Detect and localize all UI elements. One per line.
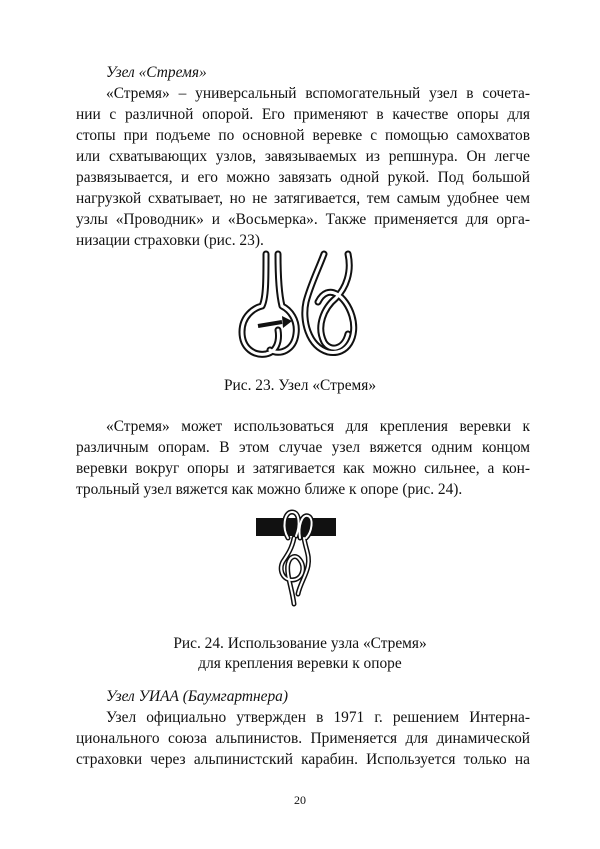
page-number: 20 (294, 793, 306, 807)
section-heading: Узел «Стремя» (106, 64, 207, 81)
paragraph-line: низации страховки (рис. 23). (76, 232, 264, 249)
figure-23-caption: Рис. 23. Узел «Стремя» (223, 377, 377, 394)
paragraph-line: нии с различной опорой. Его применяют в качестве опоры для (76, 106, 530, 123)
figure-24-caption-line-1: Рис. 24. Использование узла «Стремя» (173, 635, 427, 652)
section-uiaa-knot (76, 686, 530, 770)
paragraph-line: «Стремя» – универсальный вспомогательный узел в сочета- (106, 85, 530, 102)
paragraph-line: Узел официально утвержден в 1971 г. решением Интерна- (106, 709, 530, 726)
section-heading: Узел УИАА (Баумгартнера) (106, 688, 288, 705)
paragraph-line: страховки через альпинистский карабин. Используется только на (76, 751, 530, 768)
paragraph-line: нагрузкой схватывает, но не затягивается, тем самым удобнее чем (76, 190, 530, 207)
paragraph-line: трольный узел вяжется как можно ближе к опоре (рис. 24). (76, 481, 463, 498)
figure-24-stirrup-on-support-illustration (254, 508, 340, 608)
paragraph-line: веревки вокруг опоры и затягивается как можно сильнее, а кон- (76, 460, 530, 477)
paragraph-line: различным опорам. В этом случае узел вяжется одним концом (76, 439, 530, 456)
paragraph-line: ционального союза альпинистов. Применяется для динамической (76, 730, 530, 747)
paragraph-line: «Стремя» может использоваться для крепления веревки к (106, 418, 530, 435)
section-stirrup-knot (76, 62, 530, 251)
section-stirrup-usage (76, 416, 530, 500)
figure-24-caption-line-2: для крепления веревки к опоре (198, 655, 402, 672)
paragraph-line: стопы при подъеме по основной веревке с помощью самохватов (76, 127, 530, 144)
paragraph-line: или схватывающих узлов, завязываемых из репшнура. Он легче (76, 148, 530, 165)
paragraph-line: развязывается, и его можно завязать одной рукой. Под большой (76, 169, 530, 186)
figure-23-stirrup-knot-illustration (232, 250, 368, 362)
paragraph-line: узлы «Проводник» и «Восьмерка». Также применяется для орга- (76, 211, 530, 228)
